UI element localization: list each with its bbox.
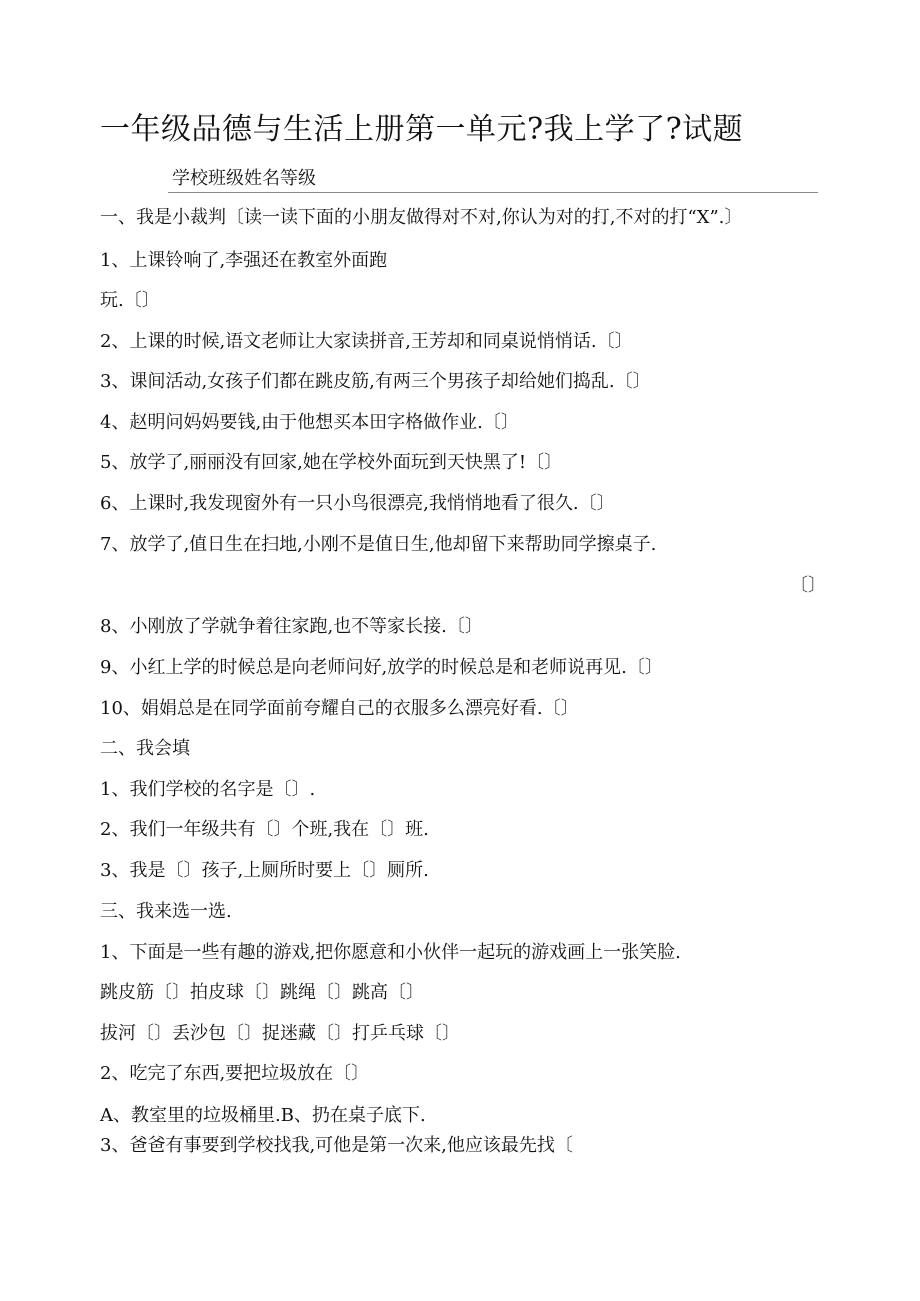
section-three-heading: 三、我来选一选.	[100, 901, 232, 922]
question-3-3: 3、爸爸有事要到学校找我,可他是第一次来,他应该最先找〔	[100, 1135, 573, 1156]
question-1-3: 3、课间活动,女孩子们都在跳皮筋,有两三个男孩子却给她们捣乱.〔〕	[100, 371, 651, 392]
question-3-2: 2、吃完了东西,要把垃圾放在〔〕	[100, 1063, 370, 1084]
question-1-4: 4、赵明问妈妈要钱,由于他想买本田字格做作业.〔〕	[100, 412, 519, 433]
question-2-2: 2、我们一年级共有〔〕个班,我在〔〕班.	[100, 819, 429, 840]
header-rule	[168, 192, 818, 193]
question-2-3: 3、我是〔〕孩子,上厕所时要上〔〕厕所.	[100, 860, 429, 881]
question-1-10: 10、娟娟总是在同学面前夸耀自己的衣服多么漂亮好看.〔〕	[100, 698, 579, 719]
student-info-line: 学校班级姓名等级	[172, 168, 316, 189]
question-1-9: 9、小红上学的时候总是向老师问好,放学的时候总是和老师说再见.〔〕	[100, 657, 663, 678]
question-1-7: 7、放学了,值日生在扫地,小刚不是值日生,他却留下来帮助同学擦桌子.	[100, 534, 657, 555]
section-two-heading: 二、我会填	[100, 738, 190, 759]
question-3-1: 1、下面是一些有趣的游戏,把你愿意和小伙伴一起玩的游戏画上一张笑脸.	[100, 942, 681, 963]
question-1-6: 6、上课时,我发现窗外有一只小鸟很漂亮,我悄悄地看了很久.〔〕	[100, 493, 615, 514]
section-one-heading: 一、我是小裁判〔读一读下面的小朋友做得对不对,你认为对的打,不对的打“X”.〕	[100, 207, 743, 228]
question-1-5: 5、放学了,丽丽没有回家,她在学校外面玩到天快黑了!〔〕	[100, 452, 563, 473]
question-2-1: 1、我们学校的名字是〔〕.	[100, 779, 316, 800]
question-3-2-options: A、教室里的垃圾桶里.B、扔在桌子底下.	[100, 1105, 426, 1126]
question-1-2: 2、上课的时候,语文老师让大家读拼音,王芳却和同桌说悄悄话.〔〕	[100, 331, 633, 352]
exam-title: 一年级品德与生活上册第一单元?我上学了?试题	[100, 112, 744, 147]
question-1-1-continued: 玩.〔〕	[100, 290, 160, 311]
question-1-8: 8、小刚放了学就争着往家跑,也不等家长接.〔〕	[100, 616, 483, 637]
question-1-1: 1、上课铃响了,李强还在教室外面跑	[100, 250, 388, 271]
game-options-row-2: 拔河〔〕丢沙包〔〕捉迷藏〔〕打乒乓球〔〕	[100, 1023, 460, 1044]
game-options-row-1: 跳皮筋〔〕拍皮球〔〕跳绳〔〕跳高〔〕	[100, 982, 424, 1003]
question-1-7-answer-brackets: 〔〕	[790, 575, 826, 596]
